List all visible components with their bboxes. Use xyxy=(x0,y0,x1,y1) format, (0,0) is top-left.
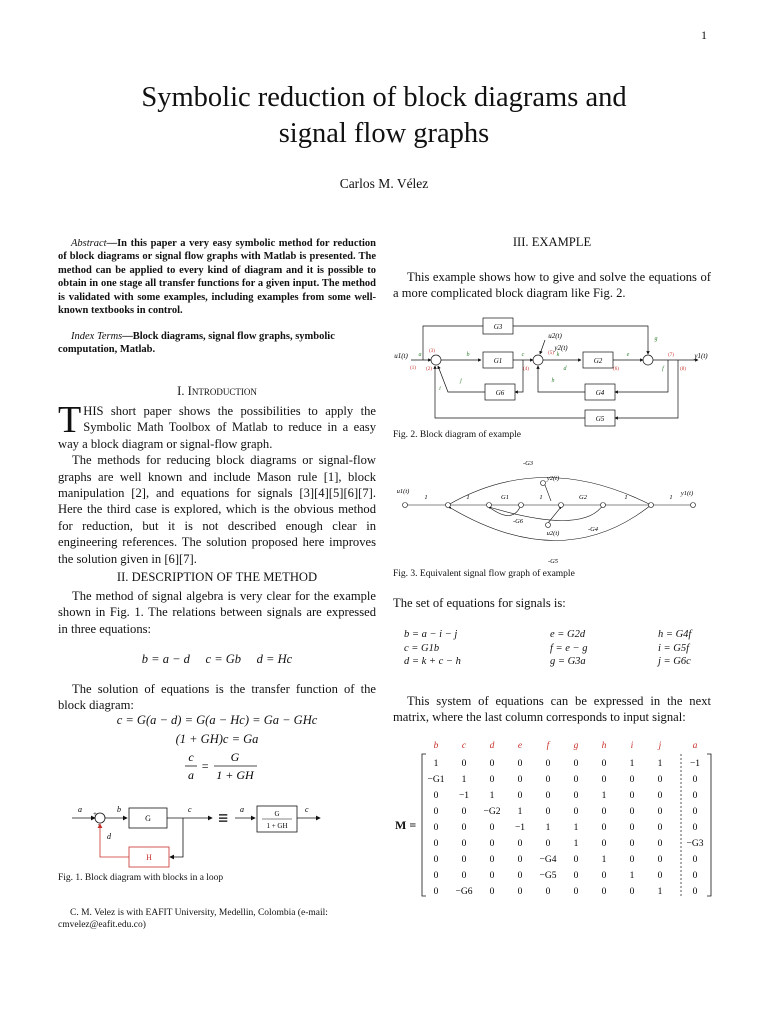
matrix-column-header: f xyxy=(546,741,550,751)
signal-equations xyxy=(400,628,695,669)
index-terms xyxy=(58,330,376,357)
svg-text:1: 1 xyxy=(424,494,428,501)
svg-text:c: c xyxy=(521,352,525,358)
svg-text:h: h xyxy=(551,378,555,384)
fig3-branch-G4: -G4 xyxy=(587,526,599,533)
svg-text:(3): (3) xyxy=(429,349,435,354)
fig1-block-diagram xyxy=(62,800,352,870)
svg-text:G: G xyxy=(145,814,151,823)
matrix-cell: 0 xyxy=(629,791,635,801)
matrix-column-header: g xyxy=(573,741,579,751)
svg-text:a: a xyxy=(240,805,244,814)
matrix-cell: 0 xyxy=(517,759,523,769)
matrix-label: M = xyxy=(395,818,417,832)
svg-text:1: 1 xyxy=(539,494,543,501)
fig3-branch-G2: G2 xyxy=(579,494,587,501)
paper-title xyxy=(0,80,768,152)
matrix-cell: 0 xyxy=(657,807,663,817)
matrix-cell: 0 xyxy=(601,839,607,849)
matrix-cell: 0 xyxy=(517,855,523,865)
matrix-cell: 1 xyxy=(629,871,635,881)
svg-text:d: d xyxy=(107,832,111,841)
matrix-cell: 0 xyxy=(545,791,551,801)
matrix-intro: This system of equations can be expressed in the next matrix, where the last column corresponds to input signal: xyxy=(393,694,711,725)
matrix-cell: 0 xyxy=(433,823,439,833)
matrix-cell: 0 xyxy=(489,823,495,833)
matrix-cell: 1 xyxy=(657,759,663,769)
matrix-cell: 0 xyxy=(433,791,439,801)
svg-text:c: c xyxy=(305,805,309,814)
eq4-rhs-den: 1 + GH xyxy=(216,768,254,782)
fig2-block-diagram xyxy=(393,312,711,432)
matrix-cell: 0 xyxy=(489,775,495,785)
abstract xyxy=(58,237,376,317)
footnote: C. M. Velez is with EAFIT University, Medellin, Colombia (e-mail: cmvelez@eafit.edu.co) xyxy=(58,908,328,930)
method-equation-3: (1 + GH)c = Ga xyxy=(175,732,259,746)
matrix-cell: 0 xyxy=(489,855,495,865)
svg-text:(4): (4) xyxy=(523,367,529,372)
svg-text:(1): (1) xyxy=(410,366,416,371)
matrix-cell: 0 xyxy=(517,887,523,897)
intro-paragraph-1: THIS short paper shows the possibilities to apply the Symbolic Math Toolbox of Matlab to reduce in a easy way a block diagram or signal-flow graph. xyxy=(58,399,376,451)
svg-text:a: a xyxy=(418,352,422,358)
matrix-cell: 0 xyxy=(433,839,439,849)
matrix-cell: 1 xyxy=(545,823,551,833)
matrix-cell: 0 xyxy=(545,887,551,897)
fig2-block-G2: G2 xyxy=(593,357,603,365)
fig2-block-G5: G5 xyxy=(595,415,605,423)
matrix-cell: 0 xyxy=(545,759,551,769)
matrix-cell: 0 xyxy=(573,887,579,897)
matrix-cell: 0 xyxy=(629,839,635,849)
page-number: 1 xyxy=(701,28,707,42)
matrix-cell: 0 xyxy=(573,759,579,769)
matrix-cell: 0 xyxy=(573,775,579,785)
fig2-y1: y1(t) xyxy=(694,352,708,360)
method-equation-2: c = G(a − d) = G(a − Hc) = Ga − GHc xyxy=(116,713,318,727)
matrix-cell: −G1 xyxy=(427,775,445,785)
fig2-block-G4: G4 xyxy=(595,389,605,397)
matrix-cell: 0 xyxy=(545,775,551,785)
method-paragraph-2: The solution of equations is the transfer function of the block diagram: xyxy=(58,682,376,713)
matrix-cell: 1 xyxy=(573,823,579,833)
matrix-cell: 0 xyxy=(657,791,663,801)
matrix-M xyxy=(420,738,715,900)
matrix-cell: 0 xyxy=(657,839,663,849)
svg-text:+: + xyxy=(93,810,97,818)
matrix-cell: 1 xyxy=(629,759,635,769)
fig3-y2: y2(t) xyxy=(546,475,560,482)
fig3-branch-G1: G1 xyxy=(501,494,509,501)
matrix-cell: 0 xyxy=(601,775,607,785)
matrix-cell: −G2 xyxy=(483,807,501,817)
matrix-cell: 0 xyxy=(629,823,635,833)
matrix-cell: 0 xyxy=(573,855,579,865)
fig2-block-G1: G1 xyxy=(493,357,503,365)
svg-text:b: b xyxy=(466,352,470,358)
matrix-cell: 0 xyxy=(692,871,698,881)
matrix-cell: 0 xyxy=(545,839,551,849)
matrix-cell: 0 xyxy=(629,775,635,785)
matrix-cell: −G6 xyxy=(455,887,473,897)
matrix-cell: 0 xyxy=(461,759,467,769)
svg-text:-: - xyxy=(98,820,101,829)
svg-text:j: j xyxy=(460,378,462,384)
svg-text:k: k xyxy=(556,352,560,358)
example-paragraph: This example shows how to give and solve the equations of a more complicated block diagram like Fig. 2. xyxy=(393,270,711,301)
fig2-u1: u1(t) xyxy=(394,352,408,360)
fig1-caption: Fig. 1. Block diagram with blocks in a loop xyxy=(58,873,224,883)
matrix-column-header: e xyxy=(517,741,523,751)
matrix-cell: 0 xyxy=(601,887,607,897)
matrix-cell: 0 xyxy=(461,839,467,849)
matrix-cell: −G4 xyxy=(539,855,557,865)
svg-text:c: c xyxy=(188,805,192,814)
matrix-column-header: h xyxy=(601,741,607,751)
matrix-cell: 0 xyxy=(517,791,523,801)
eq4-rhs-num: G xyxy=(230,750,240,764)
matrix-cell: 0 xyxy=(657,855,663,865)
svg-text:b: b xyxy=(117,805,121,814)
equation-row: d = k + c − h g = G3a j = G6c xyxy=(404,656,691,668)
matrix-cell: 0 xyxy=(692,775,698,785)
matrix-cell: 1 xyxy=(489,791,495,801)
matrix-cell: 0 xyxy=(573,791,579,801)
svg-text:1 + GH: 1 + GH xyxy=(266,822,288,830)
method-paragraph-1: The method of signal algebra is very clear for the example shown in Fig. 1. The relations between signals are expressed in three equations: xyxy=(58,589,376,636)
fig2-u2: u2(t) xyxy=(548,332,562,340)
equation-row: b = a − i − j e = G2d h = G4f xyxy=(404,629,692,641)
matrix-cell: 0 xyxy=(601,871,607,881)
index-label: Index Terms xyxy=(71,331,123,342)
svg-text:G: G xyxy=(274,810,280,818)
fig3-u1: u1(t) xyxy=(396,488,410,495)
abstract-text: —In this paper a very easy symbolic method for reduction of block diagrams or signal flow graphs with Matlab is presented. The method can be applied to every kind of diagram and it is possible to obtain in one stage all transfer functions for a given input. The method is validated with some examples, including examples from some well-known textbooks in control. xyxy=(58,238,376,317)
matrix-cell: −G5 xyxy=(539,871,557,881)
fig2-y2: y2(t) xyxy=(554,344,568,352)
equation-row: c = G1b f = e − g i = G5f xyxy=(404,642,690,654)
matrix-cell: 1 xyxy=(657,887,663,897)
svg-text:i: i xyxy=(439,386,441,392)
matrix-cell: 0 xyxy=(692,791,698,801)
svg-text:(7): (7) xyxy=(668,353,674,358)
matrix-cell: 0 xyxy=(601,823,607,833)
svg-text:H: H xyxy=(146,853,152,862)
intro-section xyxy=(58,399,376,567)
matrix-cell: 0 xyxy=(517,871,523,881)
matrix-cell: 0 xyxy=(573,807,579,817)
matrix-cell: 0 xyxy=(629,887,635,897)
matrix-cell: 0 xyxy=(545,807,551,817)
matrix-cell: −1 xyxy=(458,791,470,801)
matrix-cell: 1 xyxy=(517,807,523,817)
svg-text:d: d xyxy=(563,366,567,372)
author: Carlos M. Vélez xyxy=(339,176,429,191)
matrix-cell: 0 xyxy=(657,871,663,881)
svg-text:(6): (6) xyxy=(613,367,619,372)
matrix-column-header: b xyxy=(433,741,439,751)
equations-intro: The set of equations for signals is: xyxy=(393,596,566,610)
title-line-1: Symbolic reduction of block diagrams and xyxy=(141,82,627,113)
matrix-column-header: i xyxy=(630,741,634,751)
drop-cap: T xyxy=(58,399,82,441)
matrix-cell: 0 xyxy=(433,855,439,865)
matrix-cell: 0 xyxy=(489,839,495,849)
matrix-column-header: c xyxy=(461,741,467,751)
matrix-cell: 0 xyxy=(433,871,439,881)
svg-text:f: f xyxy=(662,366,664,372)
fig1-label-a: a xyxy=(78,805,82,814)
matrix-cell: 0 xyxy=(461,871,467,881)
eq4-lhs-num: c xyxy=(188,750,194,764)
matrix-cell: 0 xyxy=(433,887,439,897)
svg-text:e: e xyxy=(626,352,630,358)
matrix-cell: 0 xyxy=(461,807,467,817)
matrix-cell: 1 xyxy=(601,855,607,865)
matrix-cell: 0 xyxy=(489,871,495,881)
matrix-cell: 1 xyxy=(461,775,467,785)
fig3-caption: Fig. 3. Equivalent signal flow graph of example xyxy=(393,569,575,579)
matrix-cell: 0 xyxy=(657,823,663,833)
fig3-u2: u2(t) xyxy=(546,530,560,537)
matrix-cell: 0 xyxy=(489,759,495,769)
index-text: —Block diagrams, signal flow graphs, symbolic computation, Matlab. xyxy=(58,331,335,356)
svg-text:(5): (5) xyxy=(548,351,554,356)
section-3-title: III. EXAMPLE xyxy=(512,235,592,249)
method-equation-1: b = a − d c = Gb d = Hc xyxy=(141,652,293,666)
method-equation-4 xyxy=(183,749,263,789)
title-line-2: signal flow graphs xyxy=(278,118,490,149)
matrix-cell: 0 xyxy=(692,823,698,833)
fig2-caption: Fig. 2. Block diagram of example xyxy=(393,430,521,440)
matrix-cell: 1 xyxy=(573,839,579,849)
matrix-cell: 0 xyxy=(629,855,635,865)
fig2-block-G3: G3 xyxy=(493,323,503,331)
matrix-cell: −1 xyxy=(514,823,526,833)
matrix-cell: 0 xyxy=(433,807,439,817)
section-1-title: I. Introduction xyxy=(177,384,257,398)
matrix-column-header: a xyxy=(692,741,698,751)
matrix-cell: 0 xyxy=(573,871,579,881)
fig3-y1: y1(t) xyxy=(680,490,694,497)
svg-text:g: g xyxy=(654,336,658,342)
matrix-cell: 0 xyxy=(517,839,523,849)
svg-text:(8): (8) xyxy=(680,367,686,372)
fig3-branch-G6: -G6 xyxy=(512,518,524,525)
eq4-lhs-den: a xyxy=(188,768,194,782)
matrix-cell: −1 xyxy=(689,759,701,769)
matrix-column-header: d xyxy=(489,741,495,751)
svg-text:(2): (2) xyxy=(426,367,432,372)
svg-text:1: 1 xyxy=(466,494,470,501)
matrix-cell: 0 xyxy=(461,823,467,833)
matrix-cell: 0 xyxy=(657,775,663,785)
fig1-equivalence: ≡ xyxy=(218,808,229,828)
abstract-label: Abstract xyxy=(71,238,107,249)
matrix-cell: 0 xyxy=(601,759,607,769)
fig2-block-G6: G6 xyxy=(495,389,505,397)
matrix-cell: 0 xyxy=(692,807,698,817)
matrix-cell: −G3 xyxy=(686,839,704,849)
matrix-cell: 0 xyxy=(601,807,607,817)
svg-text:1: 1 xyxy=(669,494,673,501)
matrix-column-header: j xyxy=(658,741,662,751)
svg-text:=: = xyxy=(200,759,210,773)
fig3-branch-G3: -G3 xyxy=(522,460,534,467)
matrix-cell: 0 xyxy=(461,855,467,865)
matrix-cell: 1 xyxy=(601,791,607,801)
matrix-cell: 0 xyxy=(489,887,495,897)
section-2-title: II. DESCRIPTION OF THE METHOD xyxy=(116,570,318,584)
matrix-cell: 0 xyxy=(692,855,698,865)
matrix-cell: 0 xyxy=(629,807,635,817)
fig3-signal-flow-graph xyxy=(393,455,711,567)
matrix-cell: 0 xyxy=(692,887,698,897)
svg-text:1: 1 xyxy=(624,494,628,501)
fig3-branch-G5: -G5 xyxy=(547,558,559,565)
matrix-cell: 1 xyxy=(433,759,439,769)
intro-paragraph-2: The methods for reducing block diagrams or signal-flow graphs are well known and include Mason rule [1], block manipulation [2], and equations for signals [3][4][5][6][7]. Here the third case is explored, which is the obvious method for reduction, but it is not described enough clear in engineering references. The solution proposed here improves the solution given in [6][7]. xyxy=(58,453,376,566)
matrix-cell: 0 xyxy=(517,775,523,785)
